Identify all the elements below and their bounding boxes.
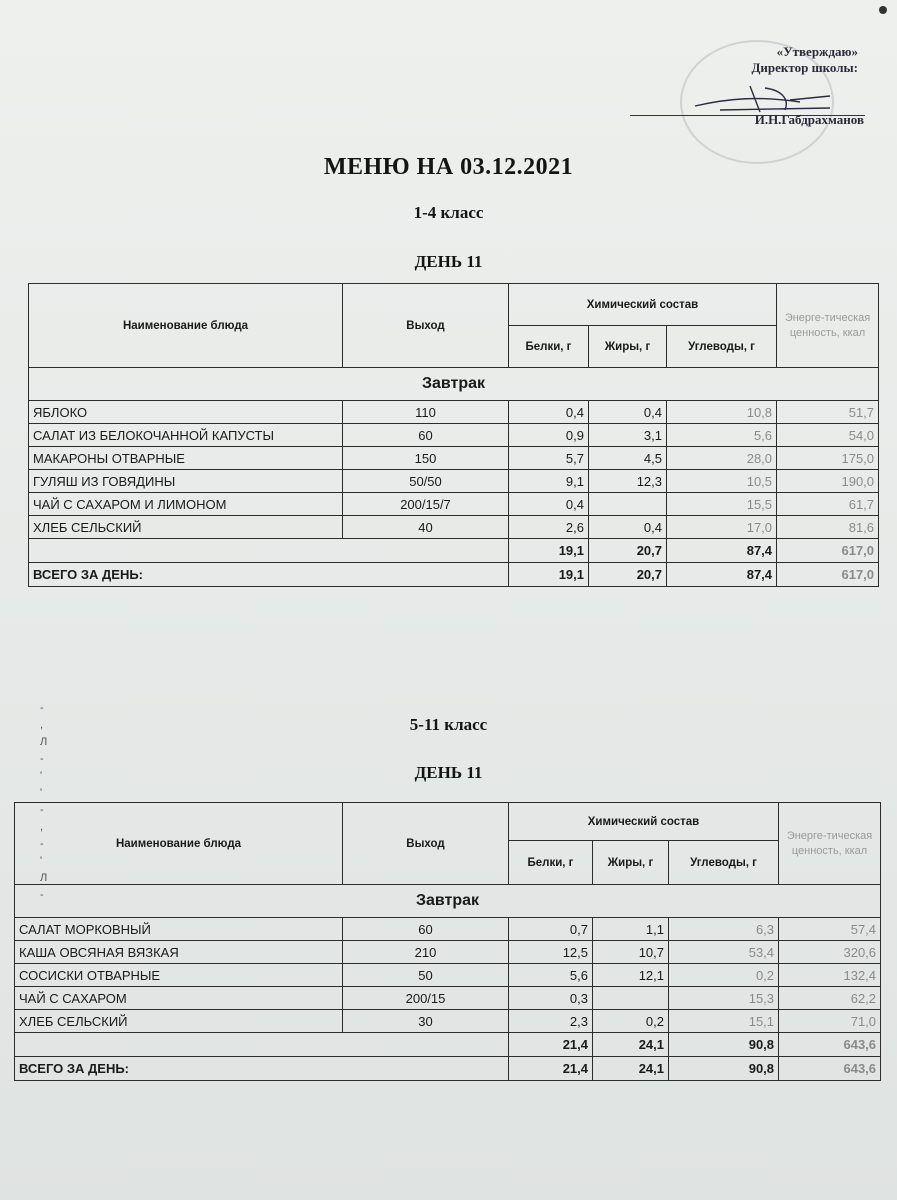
carbs-cell: 0,2: [669, 964, 779, 987]
subtotal-protein: 21,4: [509, 1033, 593, 1057]
energy-cell: 175,0: [777, 447, 879, 470]
subtotal-label-cell: [15, 1033, 509, 1057]
table-row: [15, 987, 881, 1010]
col-header-output: Выход: [343, 284, 509, 368]
table-row: [29, 424, 879, 447]
total-protein: 21,4: [509, 1057, 593, 1081]
dish-name-cell: ХЛЕБ СЕЛЬСКИЙ: [15, 1010, 343, 1033]
approval-line-approve: «Утверждаю»: [776, 44, 858, 59]
protein-cell: 0,9: [509, 424, 589, 447]
fat-cell: [593, 987, 669, 1010]
dish-name-cell: МАКАРОНЫ ОТВАРНЫЕ: [29, 447, 343, 470]
total-row: [15, 1057, 881, 1081]
col-header-fat: Жиры, г: [589, 326, 667, 368]
day-heading-2: ДЕНЬ 11: [414, 763, 483, 782]
energy-cell: 320,6: [779, 941, 881, 964]
fat-cell: 12,1: [593, 964, 669, 987]
meal-heading: Завтрак: [15, 885, 881, 918]
energy-cell: 57,4: [779, 918, 881, 941]
col-header-energy: Энерге-тическая ценность, ккал: [779, 803, 881, 885]
col-header-energy: Энерге-тическая ценность, ккал: [777, 284, 879, 368]
output-cell: 110: [343, 401, 509, 424]
carbs-cell: 6,3: [669, 918, 779, 941]
col-header-carbs: Углеводы, г: [667, 326, 777, 368]
table-row: [15, 918, 881, 941]
col-header-chem: Химический состав: [509, 803, 779, 841]
col-header-carbs: Углеводы, г: [669, 841, 779, 885]
dish-name-cell: ЧАЙ С САХАРОМ: [15, 987, 343, 1010]
protein-cell: 2,6: [509, 516, 589, 539]
protein-cell: 9,1: [509, 470, 589, 493]
carbs-cell: 17,0: [667, 516, 777, 539]
total-label: ВСЕГО ЗА ДЕНЬ:: [15, 1057, 509, 1081]
energy-cell: 132,4: [779, 964, 881, 987]
col-header-protein: Белки, г: [509, 326, 589, 368]
subtotal-fat: 20,7: [589, 539, 667, 563]
menu-table-1: [28, 283, 879, 587]
dish-name-cell: САЛАТ ИЗ БЕЛОКОЧАННОЙ КАПУСТЫ: [29, 424, 343, 447]
table-row: [29, 470, 879, 493]
subtotal-energy: 643,6: [779, 1033, 881, 1057]
subtotal-row: [29, 539, 879, 563]
col-header-output: Выход: [343, 803, 509, 885]
table-row: [29, 401, 879, 424]
dish-name-cell: ЧАЙ С САХАРОМ И ЛИМОНОМ: [29, 493, 343, 516]
menu-table-2: [14, 802, 881, 1081]
table-row: [29, 516, 879, 539]
energy-cell: 71,0: [779, 1010, 881, 1033]
output-cell: 200/15: [343, 987, 509, 1010]
protein-cell: 0,4: [509, 401, 589, 424]
fat-cell: 0,4: [589, 401, 667, 424]
fat-cell: 0,4: [589, 516, 667, 539]
carbs-cell: 10,5: [667, 470, 777, 493]
subtotal-row: [15, 1033, 881, 1057]
table-row: [29, 447, 879, 470]
col-header-fat: Жиры, г: [593, 841, 669, 885]
fat-cell: 4,5: [589, 447, 667, 470]
protein-cell: 12,5: [509, 941, 593, 964]
total-energy: 617,0: [777, 563, 879, 587]
subtotal-protein: 19,1: [509, 539, 589, 563]
subtotal-carbs: 87,4: [667, 539, 777, 563]
fat-cell: 0,2: [593, 1010, 669, 1033]
protein-cell: 5,6: [509, 964, 593, 987]
output-cell: 60: [343, 918, 509, 941]
total-label: ВСЕГО ЗА ДЕНЬ:: [29, 563, 509, 587]
table-row: [15, 941, 881, 964]
subtotal-energy: 617,0: [777, 539, 879, 563]
output-cell: 150: [343, 447, 509, 470]
output-cell: 60: [343, 424, 509, 447]
margin-marks: - , Л - ' ' - , - ' Л -: [40, 702, 48, 901]
output-cell: 30: [343, 1010, 509, 1033]
dish-name-cell: СОСИСКИ ОТВАРНЫЕ: [15, 964, 343, 987]
dish-name-cell: КАША ОВСЯНАЯ ВЯЗКАЯ: [15, 941, 343, 964]
total-protein: 19,1: [509, 563, 589, 587]
dish-name-cell: ГУЛЯШ ИЗ ГОВЯДИНЫ: [29, 470, 343, 493]
total-fat: 24,1: [593, 1057, 669, 1081]
protein-cell: 5,7: [509, 447, 589, 470]
total-fat: 20,7: [589, 563, 667, 587]
grade-heading-2: 5-11 класс: [409, 715, 488, 734]
total-carbs: 90,8: [669, 1057, 779, 1081]
energy-cell: 54,0: [777, 424, 879, 447]
grade-heading-1: 1-4 класс: [413, 203, 484, 222]
energy-cell: 81,6: [777, 516, 879, 539]
carbs-cell: 15,1: [669, 1010, 779, 1033]
dish-name-cell: САЛАТ МОРКОВНЫЙ: [15, 918, 343, 941]
meal-heading: Завтрак: [29, 368, 879, 401]
total-carbs: 87,4: [667, 563, 777, 587]
approval-block: [600, 40, 870, 135]
energy-cell: 62,2: [779, 987, 881, 1010]
col-header-protein: Белки, г: [509, 841, 593, 885]
dish-name-cell: ХЛЕБ СЕЛЬСКИЙ: [29, 516, 343, 539]
carbs-cell: 15,3: [669, 987, 779, 1010]
carbs-cell: 15,5: [667, 493, 777, 516]
protein-cell: 2,3: [509, 1010, 593, 1033]
subtotal-fat: 24,1: [593, 1033, 669, 1057]
output-cell: 210: [343, 941, 509, 964]
carbs-cell: 53,4: [669, 941, 779, 964]
total-energy: 643,6: [779, 1057, 881, 1081]
fat-cell: 10,7: [593, 941, 669, 964]
fat-cell: 1,1: [593, 918, 669, 941]
output-cell: 50/50: [343, 470, 509, 493]
punch-hole-mark: [879, 6, 887, 14]
output-cell: 40: [343, 516, 509, 539]
energy-cell: 51,7: [777, 401, 879, 424]
output-cell: 200/15/7: [343, 493, 509, 516]
col-header-name: Наименование блюда: [29, 284, 343, 368]
carbs-cell: 10,8: [667, 401, 777, 424]
page-title: МЕНЮ НА 03.12.2021: [323, 154, 574, 180]
dish-name-cell: ЯБЛОКО: [29, 401, 343, 424]
subtotal-carbs: 90,8: [669, 1033, 779, 1057]
table-row: [15, 1010, 881, 1033]
fat-cell: 3,1: [589, 424, 667, 447]
protein-cell: 0,3: [509, 987, 593, 1010]
protein-cell: 0,4: [509, 493, 589, 516]
col-header-chem: Химический состав: [509, 284, 777, 326]
protein-cell: 0,7: [509, 918, 593, 941]
subtotal-label-cell: [29, 539, 509, 563]
energy-cell: 61,7: [777, 493, 879, 516]
total-row: [29, 563, 879, 587]
carbs-cell: 28,0: [667, 447, 777, 470]
fat-cell: 12,3: [589, 470, 667, 493]
table-row: [15, 964, 881, 987]
approval-line-position: Директор школы:: [751, 60, 858, 75]
approval-line-name: И.Н.Габдрахманов: [754, 112, 864, 127]
fat-cell: [589, 493, 667, 516]
table-row: [29, 493, 879, 516]
day-heading-1: ДЕНЬ 11: [414, 252, 483, 271]
col-header-name: Наименование блюда: [15, 803, 343, 885]
output-cell: 50: [343, 964, 509, 987]
energy-cell: 190,0: [777, 470, 879, 493]
carbs-cell: 5,6: [667, 424, 777, 447]
